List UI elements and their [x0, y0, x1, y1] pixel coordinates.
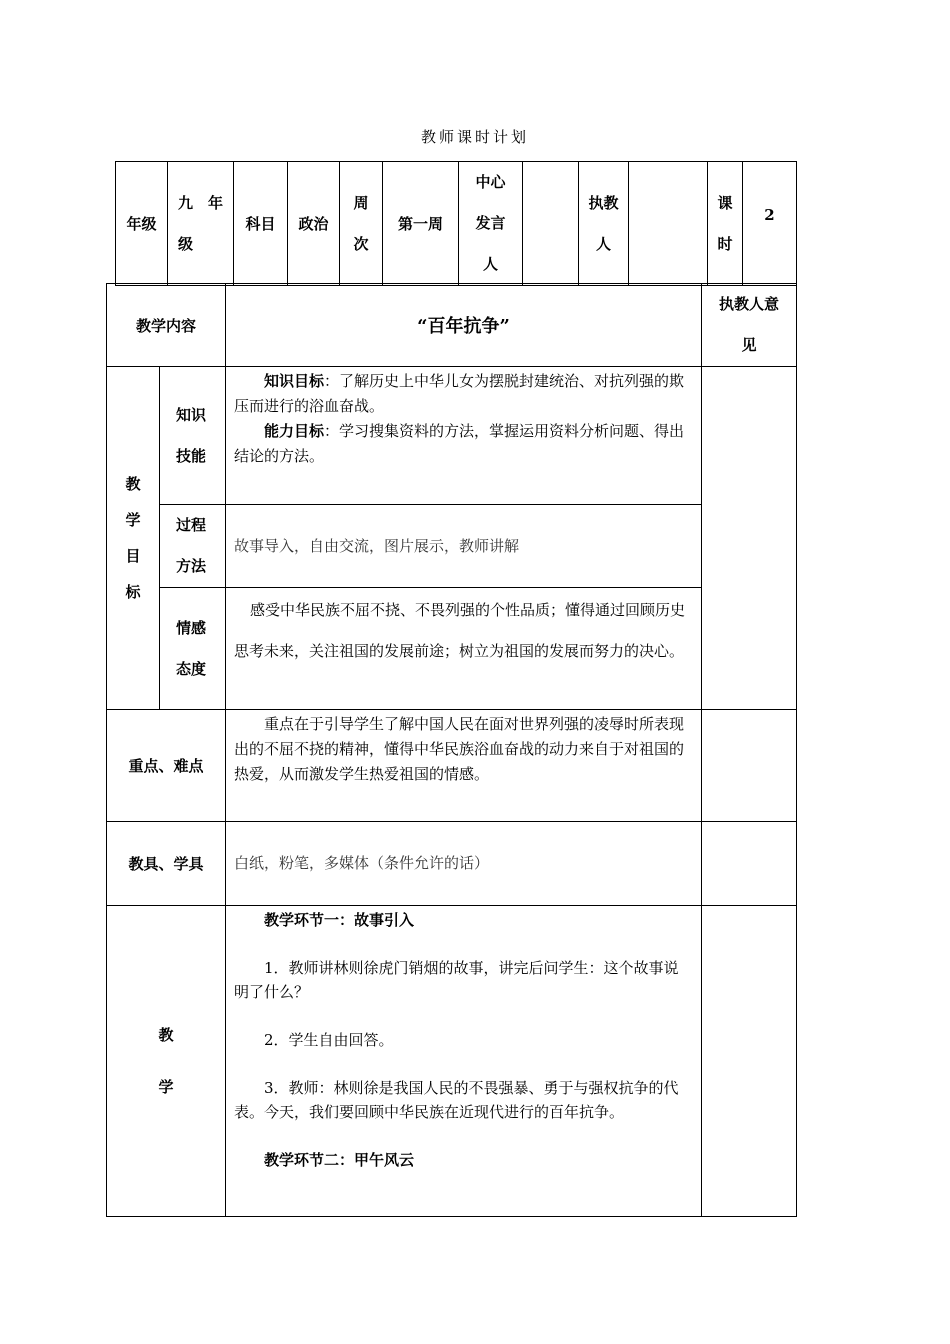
key-points-cell [226, 710, 702, 822]
key-points-label: 重点、难点 [107, 710, 226, 822]
step-1: 1．教师讲林则徐虎门销烟的故事，讲完后问学生：这个故事说明了什么？ [234, 959, 679, 1001]
teacher-value [629, 162, 708, 286]
hours-value: 2 [743, 162, 797, 286]
knowledge-label: 知识 技能 [160, 367, 226, 505]
plan-table [106, 283, 797, 1217]
opinion-label: 执教人意 见 [702, 284, 797, 367]
hours-label: 课 时 [708, 162, 743, 286]
lesson-title: “百年抗争” [226, 284, 702, 367]
key-points-text: 重点在于引导学生了解中国人民在面对世界列强的凌辱时所表现出的不屈不挠的精神，懂得中华民族浴血奋战的动力来自于对祖国的热爱，从而激发学生热爱祖国的情感。 [234, 715, 685, 783]
section-2-title: 教学环节二：甲午风云 [264, 1151, 415, 1169]
section-1-title: 教学环节一：故事引入 [264, 911, 415, 929]
opinion-goals [702, 367, 797, 710]
knowledge-goal-text: ：了解历史上中华儿女为摆脱封建统治、对抗列强的欺压而进行的浴血奋战。 [234, 372, 685, 415]
process-text: 故事导入，自由交流，图片展示，教师讲解 [226, 505, 702, 588]
tools-label: 教具、学具 [107, 822, 226, 906]
ability-goal-text: ：学习搜集资料的方法，掌握运用资料分析问题、得出结论的方法。 [234, 422, 685, 465]
ability-goal-title: 能力目标 [264, 422, 325, 440]
subject-value: 政治 [288, 162, 340, 286]
step-3: 3．教师：林则徐是我国人民的不畏强暴、勇于与强权抗争的代表。今天，我们要回顾中华民族在近现代进行的百年抗争。 [234, 1079, 679, 1121]
goals-label: 教 学 目 标 [107, 367, 160, 710]
speaker-value [523, 162, 579, 286]
teaching-cell [226, 906, 702, 1217]
content-label: 教学内容 [107, 284, 226, 367]
emotion-text: 感受中华民族不屈不挠、不畏列强的个性品质；懂得通过回顾历史思考未来，关注祖国的发展前途；树立为祖国的发展而努力的决心。 [226, 588, 702, 710]
teacher-label: 执教 人 [579, 162, 629, 286]
step-2: 2．学生自由回答。 [264, 1031, 394, 1049]
teaching-label: 教 学 [107, 906, 226, 1217]
knowledge-cell [226, 367, 702, 505]
week-label: 周 次 [340, 162, 383, 286]
speaker-label: 中心 发言 人 [459, 162, 523, 286]
grade-label: 年级 [116, 162, 168, 286]
week-value: 第一周 [383, 162, 459, 286]
document-title: 教师课时计划 [420, 128, 529, 146]
process-label: 过程 方法 [160, 505, 226, 588]
opinion-key-points [702, 710, 797, 822]
opinion-teaching [702, 906, 797, 1217]
subject-label: 科目 [234, 162, 288, 286]
knowledge-goal-title: 知识目标 [264, 372, 325, 390]
emotion-label: 情感 态度 [160, 588, 226, 710]
tools-text: 白纸，粉笔，多媒体（条件允许的话） [226, 822, 702, 906]
header-table [115, 161, 797, 286]
grade-value: 九 年 级 [168, 162, 234, 286]
opinion-tools [702, 822, 797, 906]
